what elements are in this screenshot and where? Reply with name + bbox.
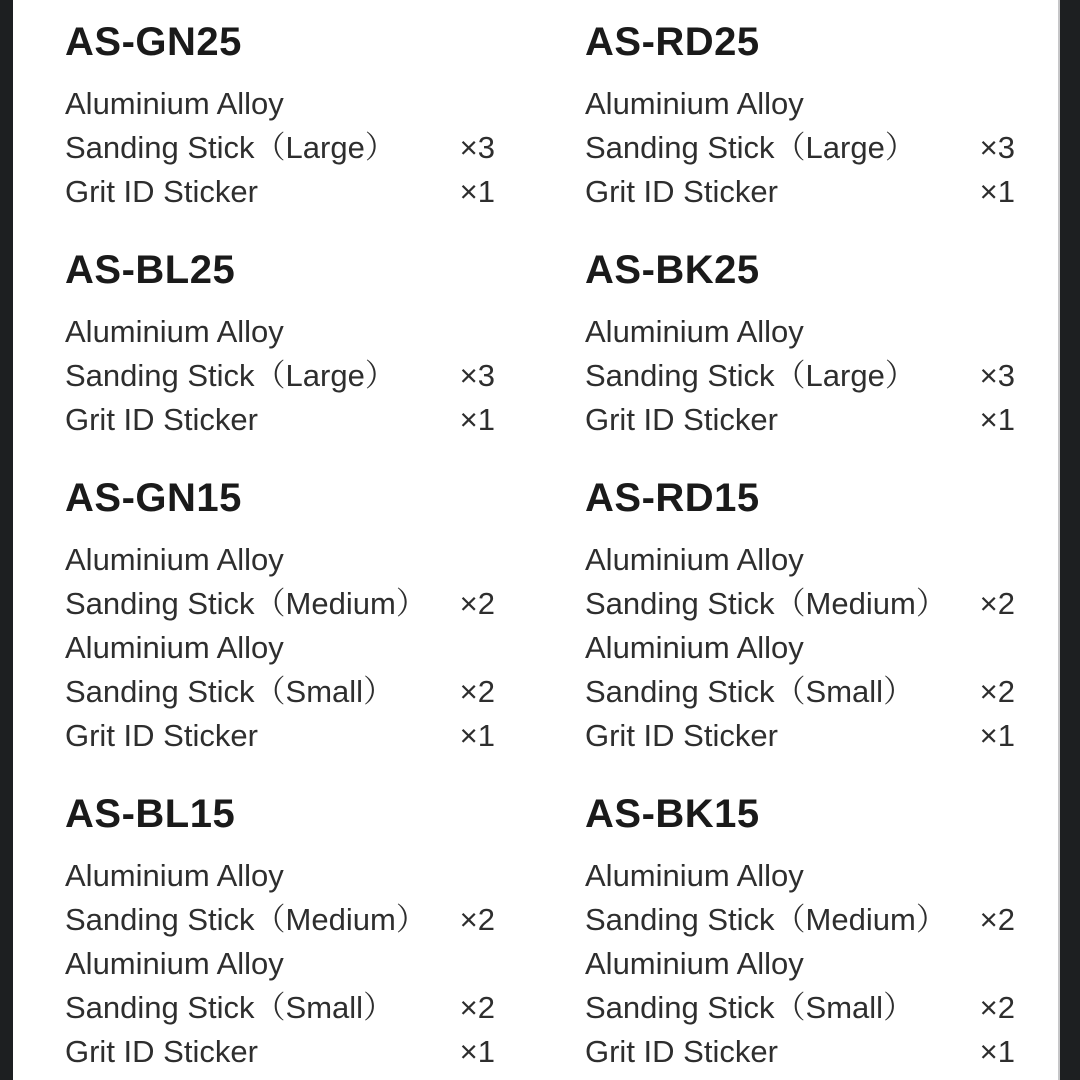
- item-name: Sanding Stick（Large）: [65, 358, 396, 393]
- product-line-item: [65, 354, 495, 398]
- item-quantity: ×2: [459, 990, 495, 1025]
- item-quantity: ×2: [979, 902, 1015, 937]
- product-model: AS-RD15: [585, 476, 760, 520]
- product-items: [585, 854, 1015, 1074]
- product-line-item: [65, 626, 495, 670]
- product-line-item: [585, 1030, 1015, 1074]
- item-name: Grit ID Sticker: [585, 402, 778, 437]
- item-quantity: ×2: [979, 586, 1015, 621]
- item-quantity: ×2: [979, 990, 1015, 1025]
- product-line-item: [585, 538, 1015, 582]
- item-name: Sanding Stick（Medium）: [585, 902, 947, 937]
- item-name: Aluminium Alloy: [585, 542, 804, 577]
- product-items: [65, 310, 495, 442]
- item-quantity: ×1: [979, 718, 1015, 753]
- product-block: [65, 792, 495, 1074]
- item-name: Grit ID Sticker: [585, 718, 778, 753]
- item-quantity: ×1: [979, 1034, 1015, 1069]
- item-name: Aluminium Alloy: [65, 630, 284, 665]
- item-name: Aluminium Alloy: [585, 858, 804, 893]
- product-items: [65, 538, 495, 758]
- item-name: Sanding Stick（Large）: [585, 130, 916, 165]
- product-line-item: [65, 310, 495, 354]
- item-name: Grit ID Sticker: [65, 1034, 258, 1069]
- product-grid: [65, 20, 1015, 1074]
- product-model: AS-BL25: [65, 248, 236, 292]
- item-name: Sanding Stick（Medium）: [585, 586, 947, 621]
- item-name: Sanding Stick（Medium）: [65, 586, 427, 621]
- product-items: [585, 310, 1015, 442]
- item-quantity: ×3: [459, 358, 495, 393]
- right-letterbox-bar: [1058, 0, 1080, 1080]
- item-name: Aluminium Alloy: [65, 542, 284, 577]
- product-model: AS-GN15: [65, 476, 242, 520]
- product-line-item: [65, 170, 495, 214]
- product-line-item: [65, 538, 495, 582]
- item-name: Sanding Stick（Small）: [65, 674, 395, 709]
- product-block: [585, 476, 1015, 758]
- item-quantity: ×1: [459, 402, 495, 437]
- item-quantity: ×1: [979, 402, 1015, 437]
- item-name: Grit ID Sticker: [65, 174, 258, 209]
- left-letterbox-bar: [0, 0, 13, 1080]
- product-items: [585, 538, 1015, 758]
- product-line-item: [585, 398, 1015, 442]
- item-name: Grit ID Sticker: [585, 174, 778, 209]
- item-quantity: ×2: [459, 902, 495, 937]
- product-line-item: [65, 1030, 495, 1074]
- product-model: AS-BK25: [585, 248, 760, 292]
- item-quantity: ×1: [459, 1034, 495, 1069]
- item-quantity: ×3: [979, 358, 1015, 393]
- item-name: Aluminium Alloy: [585, 86, 804, 121]
- product-line-item: [65, 714, 495, 758]
- item-quantity: ×2: [459, 586, 495, 621]
- product-items: [65, 82, 495, 214]
- product-model: AS-GN25: [65, 20, 242, 64]
- item-name: Sanding Stick（Small）: [585, 674, 915, 709]
- product-model: AS-BL15: [65, 792, 236, 836]
- item-quantity: ×1: [979, 174, 1015, 209]
- product-line-item: [65, 126, 495, 170]
- product-line-item: [65, 82, 495, 126]
- product-line-item: [585, 310, 1015, 354]
- item-name: Grit ID Sticker: [65, 718, 258, 753]
- product-items: [585, 82, 1015, 214]
- item-quantity: ×1: [459, 174, 495, 209]
- product-line-item: [585, 942, 1015, 986]
- product-line-item: [585, 582, 1015, 626]
- product-line-item: [585, 670, 1015, 714]
- product-line-item: [65, 670, 495, 714]
- product-line-item: [585, 714, 1015, 758]
- item-name: Aluminium Alloy: [585, 630, 804, 665]
- item-name: Sanding Stick（Small）: [65, 990, 395, 1025]
- product-line-item: [585, 898, 1015, 942]
- product-line-item: [65, 986, 495, 1030]
- product-line-item: [585, 626, 1015, 670]
- product-line-item: [585, 854, 1015, 898]
- item-name: Sanding Stick（Small）: [585, 990, 915, 1025]
- product-block: [585, 248, 1015, 442]
- product-block: [65, 20, 495, 214]
- product-block: [585, 792, 1015, 1074]
- product-block: [65, 248, 495, 442]
- product-items: [65, 854, 495, 1074]
- product-line-item: [65, 942, 495, 986]
- item-name: Sanding Stick（Medium）: [65, 902, 427, 937]
- item-quantity: ×3: [459, 130, 495, 165]
- product-line-item: [65, 582, 495, 626]
- product-model: AS-BK15: [585, 792, 760, 836]
- item-name: Grit ID Sticker: [585, 1034, 778, 1069]
- product-line-item: [65, 854, 495, 898]
- product-block: [65, 476, 495, 758]
- product-line-item: [585, 126, 1015, 170]
- product-line-item: [585, 354, 1015, 398]
- item-quantity: ×1: [459, 718, 495, 753]
- item-name: Sanding Stick（Large）: [585, 358, 916, 393]
- item-name: Aluminium Alloy: [585, 314, 804, 349]
- item-name: Sanding Stick（Large）: [65, 130, 396, 165]
- product-block: [585, 20, 1015, 214]
- item-name: Aluminium Alloy: [65, 314, 284, 349]
- product-line-item: [585, 170, 1015, 214]
- item-quantity: ×3: [979, 130, 1015, 165]
- item-name: Aluminium Alloy: [65, 858, 284, 893]
- item-name: Aluminium Alloy: [585, 946, 804, 981]
- product-line-item: [65, 398, 495, 442]
- item-name: Aluminium Alloy: [65, 946, 284, 981]
- product-model: AS-RD25: [585, 20, 760, 64]
- product-line-item: [585, 82, 1015, 126]
- item-name: Grit ID Sticker: [65, 402, 258, 437]
- product-line-item: [585, 986, 1015, 1030]
- product-line-item: [65, 898, 495, 942]
- item-quantity: ×2: [979, 674, 1015, 709]
- item-name: Aluminium Alloy: [65, 86, 284, 121]
- item-quantity: ×2: [459, 674, 495, 709]
